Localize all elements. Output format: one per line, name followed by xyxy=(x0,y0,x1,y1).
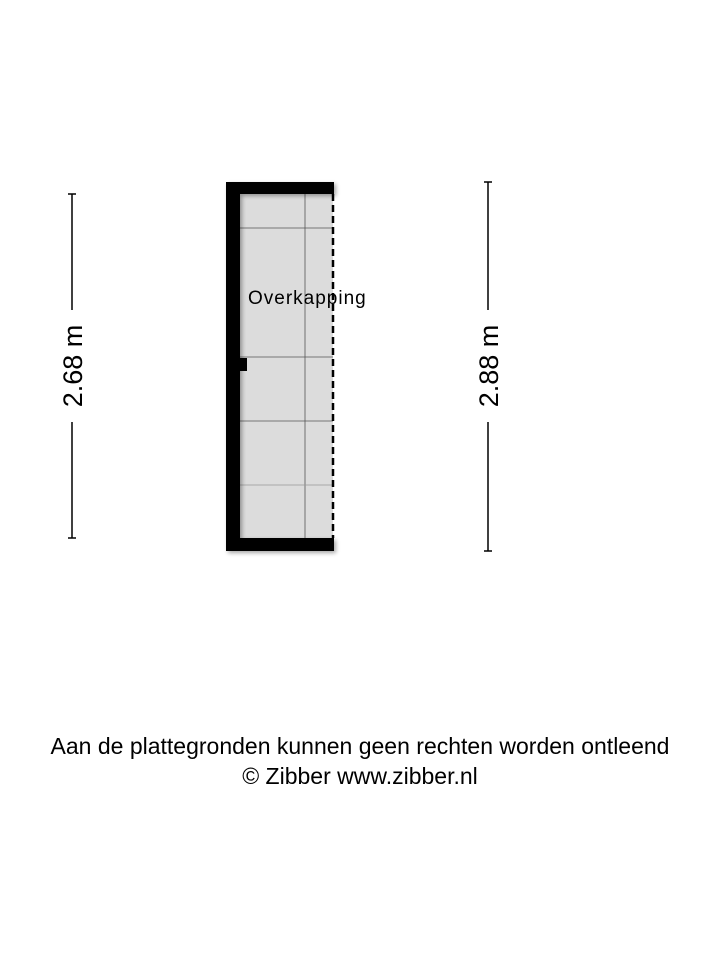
room-label: Overkapping xyxy=(248,288,367,309)
dimension-right-label: 2.88 m xyxy=(474,324,504,408)
room-overkapping xyxy=(226,182,367,553)
disclaimer-text: Aan de plattegronden kunnen geen rechten worden ontleend xyxy=(50,733,670,759)
copyright-text: © Zibber www.zibber.nl xyxy=(242,763,478,789)
dimension-left-label: 2.68 m xyxy=(58,324,88,408)
floor-area xyxy=(240,194,333,538)
wall-nub xyxy=(240,358,247,371)
